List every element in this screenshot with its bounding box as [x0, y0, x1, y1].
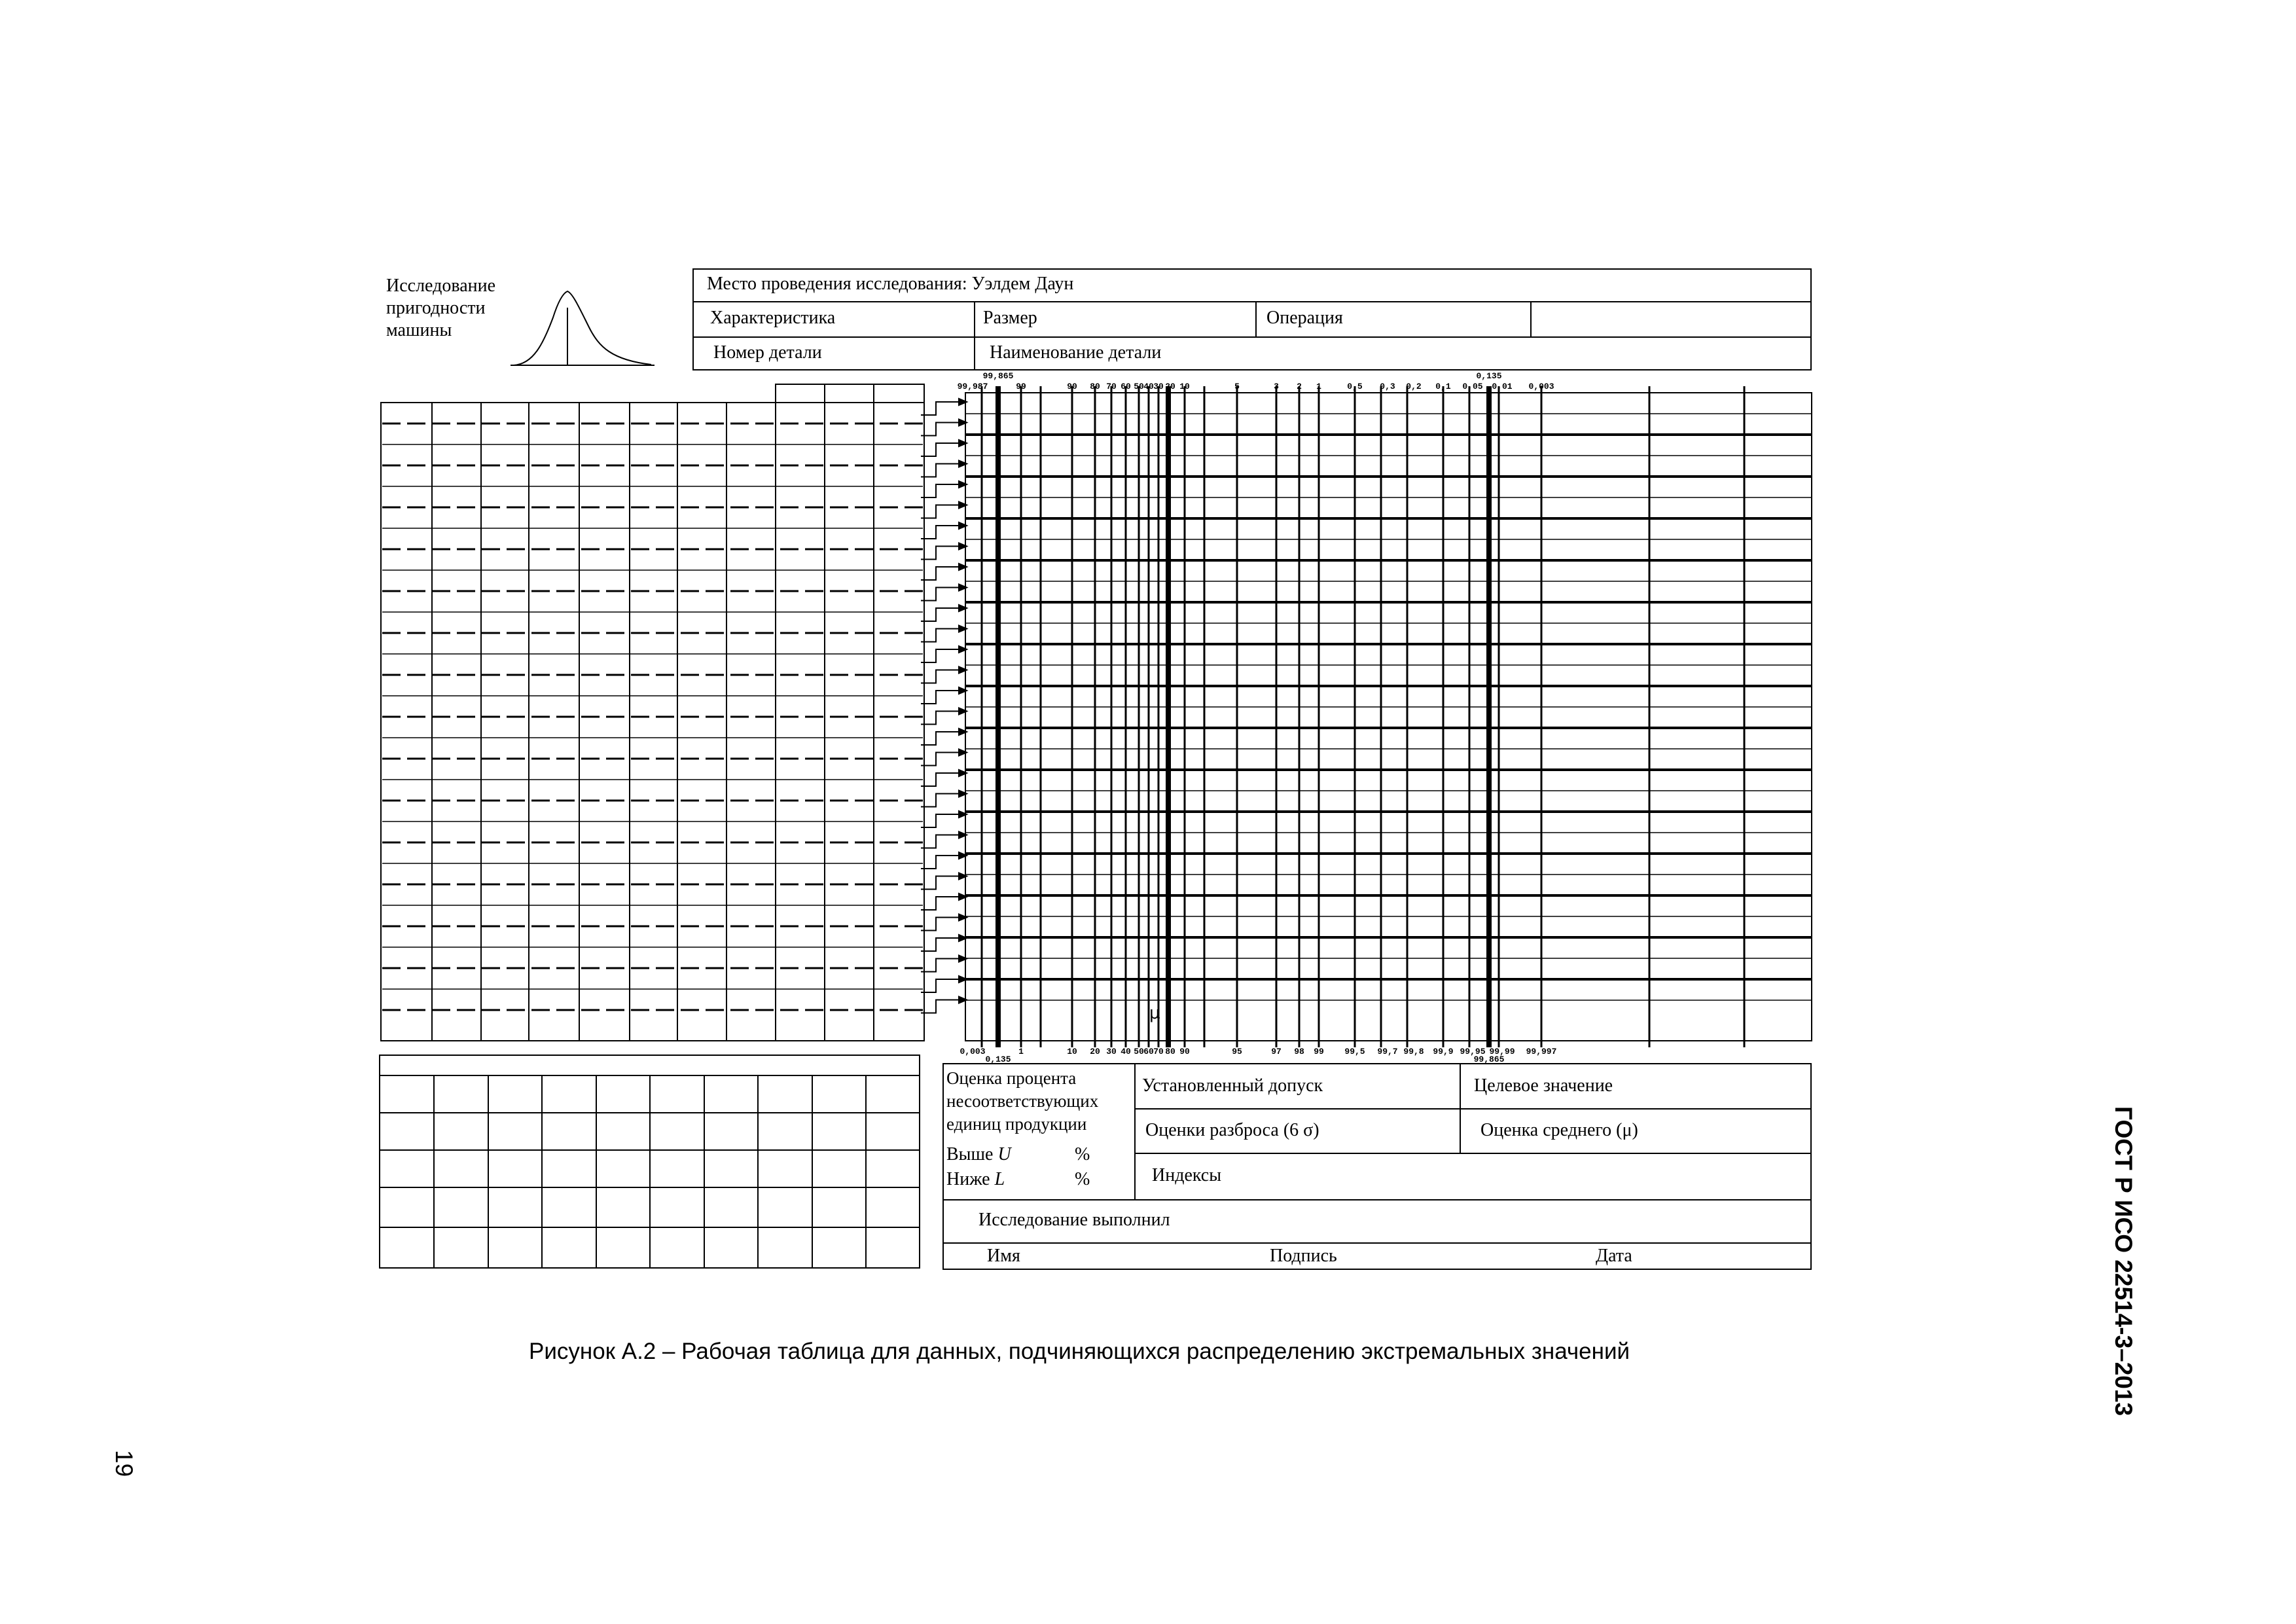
top-scale-tick: 20 [1165, 382, 1175, 391]
connector-line [921, 649, 959, 662]
connector-line [921, 691, 959, 704]
above-text: Выше [946, 1144, 994, 1164]
top-scale-tick: 3 [1274, 382, 1279, 391]
bottom-scale-tick: 99,5 [1344, 1047, 1365, 1056]
sheet-title-line-1: Исследование [386, 276, 496, 296]
sheet-title-line-3: машины [386, 320, 452, 340]
top-scale-tick: 80 [1090, 382, 1100, 391]
place-label: Место проведения исследования: Уэлдем Даун [707, 274, 1074, 294]
bottom-scale-tick: 99,8 [1403, 1047, 1424, 1056]
estimate-line-2: несоответствующих [946, 1091, 1099, 1111]
top-scale-tick: 0,5 [1347, 382, 1363, 391]
bottom-scale-extra-tick: 99,865 [1473, 1055, 1505, 1064]
top-scale-tick: 0,2 [1406, 382, 1422, 391]
connector-line [921, 670, 959, 683]
connector-line [921, 856, 959, 869]
bottom-scale-tick: 60 [1143, 1047, 1154, 1056]
connector-line [921, 526, 959, 539]
connector-line [921, 794, 959, 807]
connector-line [921, 732, 959, 745]
connector-line [921, 608, 959, 621]
connector-line [921, 505, 959, 518]
estimate-line-1: Оценка процента [946, 1068, 1077, 1088]
bottom-scale-tick: 90 [1179, 1047, 1190, 1056]
top-scale-tick: 50 [1134, 382, 1144, 391]
indices-label: Индексы [1152, 1165, 1222, 1185]
distribution-curve-icon [507, 281, 658, 370]
connector-line [921, 567, 959, 580]
bottom-scale-tick: 50 [1134, 1047, 1144, 1056]
bottom-scale-tick: 10 [1067, 1047, 1077, 1056]
connector-line [921, 402, 959, 415]
above-percent: % [1075, 1144, 1090, 1164]
estimate-line-3: единиц продукции [946, 1114, 1087, 1134]
connector-line [921, 835, 959, 848]
top-scale-tick: 60 [1121, 382, 1131, 391]
bottom-scale-tick: 80 [1165, 1047, 1175, 1056]
top-scale-tick: 0,1 [1435, 382, 1451, 391]
date-label: Дата [1596, 1246, 1632, 1266]
top-scale-tick: 70 [1106, 382, 1117, 391]
bottom-scale-tick: 20 [1090, 1047, 1100, 1056]
connector-line [921, 753, 959, 766]
bottom-scale-tick: 99,95 [1460, 1047, 1486, 1056]
signature-label: Подпись [1270, 1246, 1337, 1266]
top-scale-tick: 90 [1067, 382, 1077, 391]
spread-label: Оценки разброса (6 σ) [1145, 1120, 1319, 1140]
bottom-scale-tick: 99,7 [1377, 1047, 1398, 1056]
sheet-title-line-2: пригодности [386, 298, 486, 318]
connector-line [921, 876, 959, 890]
connector-line [921, 443, 959, 456]
bottom-scale-tick: 0,003 [960, 1047, 986, 1056]
connector-line [921, 814, 959, 827]
connector-line [921, 918, 959, 931]
top-scale-tick: 2 [1297, 382, 1302, 391]
name-label: Имя [987, 1246, 1020, 1266]
bottom-scale-tick: 99,997 [1526, 1047, 1557, 1056]
connector-line [921, 773, 959, 786]
bottom-scale-tick: 99 [1314, 1047, 1324, 1056]
above-var: U [997, 1144, 1011, 1164]
below-var: L [994, 1169, 1005, 1189]
bottom-scale-tick: 99,99 [1489, 1047, 1515, 1056]
below-percent: % [1075, 1169, 1090, 1189]
connector-line [921, 423, 959, 436]
top-scale-tick: 0,003 [1528, 382, 1554, 391]
above-label [946, 1146, 1011, 1164]
bottom-scale-tick: 30 [1106, 1047, 1117, 1056]
bottom-scale-extra-tick: 0,135 [985, 1055, 1011, 1064]
connector-line [921, 897, 959, 910]
estimate-label [946, 1067, 1098, 1136]
top-scale-tick: 0,01 [1492, 382, 1513, 391]
top-scale-tick: 1 [1316, 382, 1321, 391]
top-scale-tick: 40 [1143, 382, 1154, 391]
tolerance-label: Установленный допуск [1142, 1075, 1323, 1096]
performed-label: Исследование выполнил [978, 1210, 1170, 1230]
connector-line [921, 588, 959, 601]
top-scale-tick: 30 [1153, 382, 1164, 391]
top-scale-extra-tick: 99,865 [982, 371, 1014, 381]
bottom-scale-tick: 40 [1121, 1047, 1131, 1056]
connector-line [921, 464, 959, 477]
target-label: Целевое значение [1474, 1075, 1613, 1096]
operation-label: Операция [1266, 308, 1343, 328]
connector-line [921, 712, 959, 725]
top-scale-tick: 5 [1234, 382, 1240, 391]
probability-chart [957, 367, 1813, 1064]
data-entry-grid [380, 383, 942, 1044]
top-scale-tick: 0,3 [1380, 382, 1395, 391]
connector-line [921, 484, 959, 497]
bottom-scale-tick: 97 [1271, 1047, 1282, 1056]
connector-line [921, 629, 959, 642]
connector-line [921, 1000, 959, 1013]
sheet-title [386, 275, 495, 342]
top-scale-tick: 10 [1179, 382, 1190, 391]
lower-entry-table [378, 1054, 922, 1270]
bottom-scale-tick: 70 [1153, 1047, 1164, 1056]
top-scale-tick: 99 [1016, 382, 1026, 391]
characteristic-label: Характеристика [710, 308, 836, 328]
top-scale-extra-tick: 0,135 [1476, 371, 1502, 381]
page-number: 19 [111, 1450, 137, 1477]
below-text: Ниже [946, 1169, 990, 1189]
part-number-label: Номер детали [713, 342, 822, 363]
bottom-scale-tick: 99,9 [1433, 1047, 1454, 1056]
bottom-scale-tick: 95 [1232, 1047, 1242, 1056]
connector-line [921, 959, 959, 972]
part-name-label: Наименование детали [990, 342, 1162, 363]
connector-line [921, 547, 959, 560]
mean-label: Оценка среднего (μ) [1480, 1120, 1638, 1140]
mu-label: μ [1149, 1003, 1160, 1023]
bottom-scale-tick: 98 [1294, 1047, 1304, 1056]
figure-caption: Рисунок А.2 – Рабочая таблица для данных, подчиняющихся распределению экстремальных значений [529, 1339, 1630, 1364]
connector-line [921, 938, 959, 951]
below-label [946, 1170, 1005, 1189]
top-scale-tick: 99,987 [957, 382, 988, 391]
size-label: Размер [983, 308, 1037, 328]
bottom-scale-tick: 1 [1018, 1047, 1024, 1056]
standard-designation: ГОСТ Р ИСО 22514-3–2013 [2110, 1106, 2137, 1416]
connector-line [921, 979, 959, 992]
chart-frame [965, 393, 1812, 1041]
top-scale-tick: 0,05 [1462, 382, 1483, 391]
